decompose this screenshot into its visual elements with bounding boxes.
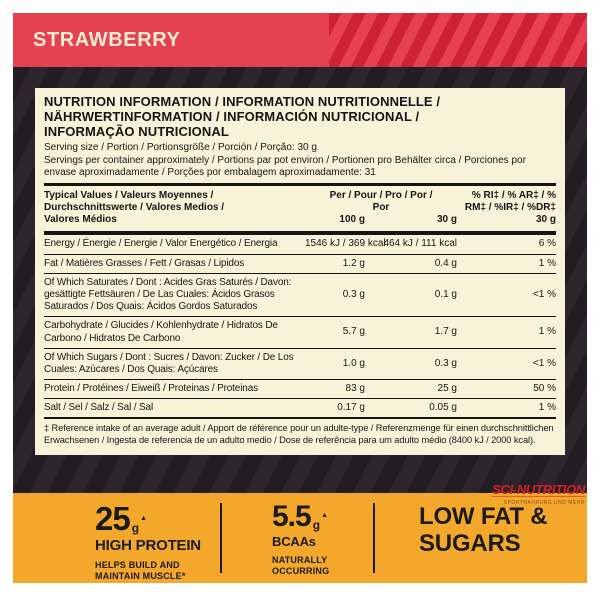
row-label: Fat / Matières Grasses / Fett / Grasas / Lipidos [44,257,245,269]
row-label: Salt / Sel / Salz / Sal / Sal [44,402,154,414]
header-per: Per / Pour / Pro / Por / Por [329,190,433,214]
table-row-carbohydrate [44,316,556,347]
triangle-mark-icon: ▲ [321,511,328,519]
row-per-30g: 0.05 g [429,402,457,414]
header-col-30g: 30 g [436,214,457,226]
table-row-salt [44,398,556,417]
lowfat-claim-title: LOW FAT & SUGARS [419,502,548,557]
nutrition-label [35,88,565,455]
row-label: Energy / Énergie / Energie / Valor Energético / Energia [44,238,278,250]
table-row-sugars [44,348,556,379]
row-label: Protein / Protéines / Eiweiß / Proteinas / Proteinas [44,383,258,395]
row-ri-percent: 6 % [538,238,556,250]
reference-intake-footnote: ‡ Reference intake of an average adult / Apport de référence pour un adulte-type / Referenzmenge für einen durchschnittlichen Erwachsenen / Ingesta de referencia de un adulto medio / Dose de referência para um adulto médio (8400 kJ / 2000 kcal). [44,423,554,446]
row-ri-percent: 1 % [538,257,556,269]
table-row-energy [44,234,556,253]
row-per-100g: 1546 kJ / 369 kcal [305,238,386,250]
table-row-saturates [44,273,556,317]
row-label: Carbohydrate / Glucides / Kohlenhydrate / Hidratos De Carbono / Hidratos De Carbono [44,320,278,344]
header-reference-intake: % RI‡ / % AR‡ / % RM‡ / %IR‡ / %DR‡ [464,190,556,214]
claims-band [13,481,587,583]
protein-unit: g [131,520,140,535]
row-per-30g: 0.1 g [434,288,457,300]
bcaa-value: 5.5 [272,499,311,533]
row-per-100g: 5.7 g [342,326,365,338]
row-ri-percent: <1 % [532,288,556,300]
watermark-logo: SCI-NUTRITION [492,481,585,497]
serving-size-text: Serving size / Portion / Portionsgröße / Porción / Porção: 30 g [44,142,317,154]
row-per-30g: 0.3 g [434,357,457,369]
row-ri-percent: 1 % [538,402,556,414]
header-col-100g: 100 g [339,214,365,226]
row-ri-percent: <1 % [532,357,556,369]
bcaa-unit: g [312,517,321,532]
dark-background [13,67,587,493]
nutrition-title-line2: NÄHRWERTINFORMATION / INFORMACIÓN NUTRICIONAL / [44,109,420,125]
retailer-watermark [492,481,585,506]
row-per-100g: 83 g [345,383,365,395]
protein-claim-subtitle: HELPS BUILD AND MAINTAIN MUSCLE* [95,559,186,582]
claim-protein [13,493,220,583]
servings-per-container-text: Servings per container approximately / Portions par pot environ / Portionen pro Behälter circa / Porciones por envase aproximadamente / Porções por embalagem aproximadamente: 31 [44,154,526,179]
row-per-100g: 1.0 g [342,357,365,369]
protein-claim-title: HIGH PROTEIN [95,536,201,554]
claim-lowfat [375,493,587,583]
divider-medium [44,417,556,419]
row-ri-percent: 50 % [533,383,556,395]
nutrition-title-line3: INFORMAÇÃO NUTRICIONAL [44,124,229,140]
row-per-30g: 464 kJ / 111 kcal [383,238,457,250]
row-per-30g: 25 g [437,383,457,395]
row-ri-percent: 1 % [538,326,556,338]
packaging-panel [13,13,587,583]
table-row-protein [44,379,556,398]
table-row-fat [44,254,556,273]
nutrition-title [44,94,556,139]
row-per-100g: 0.17 g [337,402,365,414]
bcaa-amount [272,499,373,533]
header-col-ri-30g: 30 g [535,214,556,226]
row-per-100g: 1.2 g [342,257,365,269]
row-per-30g: 0.4 g [434,257,457,269]
nutrition-title-line1: NUTRITION INFORMATION / INFORMATION NUTRITIONNELLE / [44,94,441,109]
watermark-tagline: SPORTNAHRUNG UND MEHR [503,499,585,506]
table-header [44,186,556,231]
triangle-mark-icon: ▲ [140,514,147,522]
protein-value: 25 [95,499,130,537]
claim-bcaa [222,493,373,583]
bcaa-claim-title: BCAAs [272,533,316,549]
diagonal-stripes-decoration [329,13,587,67]
row-per-100g: 0.3 g [342,288,365,300]
row-per-30g: 1.7 g [434,326,457,338]
header-typical-values: Typical Values / Valeurs Moyennes / Durchschnittswerte / Valores Medios / Valores Médios [44,190,225,226]
row-label: Of Which Sugars / Dont : Sucres / Davon: Zucker / De Los Cuales: Azúcares / Dos Quais: Açúcares [44,351,294,375]
bcaa-claim-subtitle: NATURALLY OCCURRING [272,554,330,577]
flavor-name: STRAWBERRY [33,28,181,51]
flavor-banner [13,13,587,67]
protein-amount [95,499,220,537]
row-label: Of Which Saturates / Dont : Acides Gras Saturés / Davon: gesättigte Fettsäuren / De Las Cuales: Ácidos Grasos Saturados / Dos Quais: Ácidos Gordos Saturados [44,276,292,313]
